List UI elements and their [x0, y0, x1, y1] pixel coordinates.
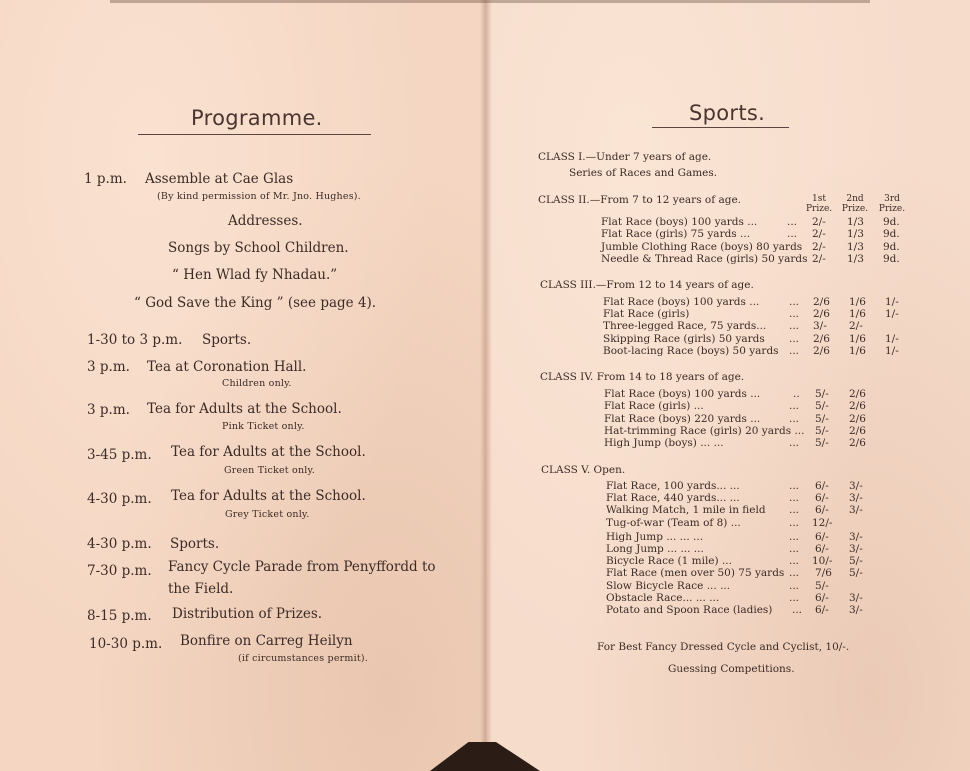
programme-time: 3 p.m. — [87, 402, 130, 418]
race-dots: ... — [789, 531, 800, 543]
first-prize: 6/- — [815, 592, 829, 604]
race-name: Needle & Thread Race (girls) 50 yards — [601, 253, 808, 265]
second-prize: 1/6 — [849, 333, 866, 345]
programme-time: 1-30 to 3 p.m. — [87, 332, 183, 348]
class-heading: CLASS IV. From 14 to 18 years of age. — [540, 371, 745, 383]
second-prize: 2/6 — [849, 437, 866, 449]
second-prize: 3/- — [849, 480, 863, 492]
class-heading: CLASS I.—Under 7 years of age. — [538, 151, 712, 163]
first-prize: 2/- — [812, 228, 826, 240]
race-name: Flat Race (girls) 75 yards ... — [601, 228, 751, 240]
programme-time: 3-45 p.m. — [87, 447, 152, 463]
second-prize: 1/6 — [849, 345, 866, 357]
race-dots: ... — [789, 504, 800, 516]
header-line: 2nd — [846, 194, 864, 204]
second-prize: 3/- — [849, 592, 863, 604]
race-name: Flat Race, 440 yards... ... — [606, 492, 740, 504]
first-prize: 5/- — [815, 580, 829, 592]
third-prize: 1/- — [885, 345, 899, 357]
race-dots: ... — [789, 555, 800, 567]
race-dots: ... — [789, 413, 800, 425]
programme-time: 1 p.m. — [84, 171, 127, 187]
programme-note: (By kind permission of Mr. Jno. Hughes). — [157, 191, 361, 202]
race-name: Jumble Clothing Race (boys) 80 yards — [601, 241, 803, 253]
second-prize: 1/6 — [849, 308, 866, 320]
race-dots: ... — [789, 345, 800, 357]
race-dots: ... — [787, 216, 798, 228]
third-prize: 9d. — [883, 216, 900, 228]
first-prize: 2/6 — [813, 345, 830, 357]
second-prize: 1/3 — [847, 241, 864, 253]
first-prize: 2/- — [812, 241, 826, 253]
second-prize: 3/- — [849, 543, 863, 555]
programme-event: Fancy Cycle Parade from Penyffordd to — [168, 559, 436, 575]
programme-time: 3 p.m. — [87, 359, 130, 375]
race-dots: ... — [789, 296, 800, 308]
second-prize-header — [840, 194, 870, 214]
programme-note: (if circumstances permit). — [238, 653, 368, 664]
race-name: Flat Race (girls) ... — [604, 400, 704, 412]
second-prize: 1/3 — [847, 216, 864, 228]
race-dots: ... — [789, 308, 800, 320]
third-prize-header — [876, 194, 908, 214]
race-name: Three-legged Race, 75 yards... — [603, 320, 767, 332]
header-line: 3rd — [884, 194, 900, 204]
programme-event: Assemble at Cae Glas — [145, 171, 294, 187]
second-prize: 2/6 — [849, 413, 866, 425]
header-line: Prize. — [806, 204, 833, 214]
race-dots: ... — [789, 480, 800, 492]
race-dots: .. — [793, 388, 800, 400]
programme-event: Tea for Adults at the School. — [171, 444, 366, 460]
guessing-competitions: Guessing Competitions. — [668, 663, 795, 675]
programme-note: Children only. — [222, 378, 292, 389]
race-name: Slow Bicycle Race ... ... — [606, 580, 731, 592]
second-prize: 1/3 — [847, 253, 864, 265]
race-dots: ... — [789, 400, 800, 412]
first-prize: 10/- — [812, 555, 833, 567]
programme-event: Songs by School Children. — [168, 240, 349, 256]
race-name: Flat Race (boys) 100 yards ... — [603, 296, 760, 308]
class-subheading: Series of Races and Games. — [569, 167, 718, 179]
programme-event: Addresses. — [228, 213, 303, 229]
race-dots: ... — [789, 543, 800, 555]
second-prize: 1/6 — [849, 296, 866, 308]
first-prize: 2/- — [812, 253, 826, 265]
race-name: High Jump (boys) ... ... — [604, 437, 724, 449]
second-prize: 2/6 — [849, 425, 866, 437]
programme-event: Tea for Adults at the School. — [147, 401, 342, 417]
race-dots: ... — [789, 437, 800, 449]
programme-event-continued: the Field. — [168, 581, 234, 597]
first-prize: 3/- — [813, 320, 827, 332]
race-dots: ... — [789, 320, 800, 332]
second-prize: 2/6 — [849, 400, 866, 412]
first-prize: 5/- — [815, 413, 829, 425]
third-prize: 1/- — [885, 296, 899, 308]
race-name: Flat Race (boys) 100 yards ... — [601, 216, 758, 228]
first-prize: 5/- — [815, 388, 829, 400]
first-prize: 5/- — [815, 425, 829, 437]
race-dots: ... — [787, 228, 798, 240]
programme-event: Sports. — [170, 536, 220, 552]
third-prize: 1/- — [885, 308, 899, 320]
race-name: Bicycle Race (1 mile) ... — [606, 555, 732, 567]
top-edge — [110, 0, 870, 3]
first-prize: 5/- — [815, 400, 829, 412]
second-prize: 3/- — [849, 604, 863, 616]
programme-note: Green Ticket only. — [224, 465, 316, 476]
second-prize: 2/- — [849, 320, 863, 332]
third-prize: 1/- — [885, 333, 899, 345]
race-dots: ... — [789, 567, 800, 579]
race-name: Skipping Race (girls) 50 yards — [603, 333, 765, 345]
race-name: Flat Race (girls) — [603, 308, 690, 320]
second-prize: 5/- — [849, 567, 863, 579]
second-prize: 3/- — [849, 504, 863, 516]
programme-time: 10-30 p.m. — [89, 636, 163, 652]
first-prize: 2/- — [812, 216, 826, 228]
second-prize: 3/- — [849, 531, 863, 543]
race-name: Potato and Spoon Race (ladies) — [606, 604, 773, 616]
race-dots: ... — [789, 517, 800, 529]
programme-event: Tea at Coronation Hall. — [147, 359, 307, 375]
programme-time: 8-15 p.m. — [87, 608, 152, 624]
class-heading: CLASS III.—From 12 to 14 years of age. — [540, 279, 754, 291]
first-prize: 5/- — [815, 437, 829, 449]
race-name: Obstacle Race... ... ... — [606, 592, 720, 604]
programme-time: 4-30 p.m. — [87, 491, 152, 507]
race-dots: ... — [792, 604, 803, 616]
first-prize: 6/- — [815, 504, 829, 516]
race-name: Hat-trimming Race (girls) 20 yards ... — [604, 425, 805, 437]
header-line: 1st — [812, 194, 826, 204]
programme-event: “ Hen Wlad fy Nhadau.” — [172, 267, 338, 283]
first-prize: 6/- — [815, 480, 829, 492]
sports-title-rule — [652, 127, 789, 128]
race-name: Tug-of-war (Team of 8) ... — [606, 517, 741, 529]
programme-event: Tea for Adults at the School. — [171, 488, 366, 504]
class-heading: CLASS II.—From 7 to 12 years of age. — [538, 194, 742, 206]
second-prize: 2/6 — [849, 388, 866, 400]
race-name: Flat Race, 100 yards... ... — [606, 480, 740, 492]
race-name: Boot-lacing Race (boys) 50 yards — [603, 345, 779, 357]
header-line: Prize. — [841, 204, 869, 214]
second-prize: 3/- — [849, 492, 863, 504]
programme-time: 7-30 p.m. — [87, 563, 152, 579]
programme-note: Pink Ticket only. — [222, 421, 305, 432]
third-prize: 9d. — [883, 228, 900, 240]
race-dots: ... — [789, 592, 800, 604]
programme-time: 4-30 p.m. — [87, 536, 152, 552]
first-prize: 2/6 — [813, 296, 830, 308]
first-prize: 6/- — [815, 604, 829, 616]
first-prize: 6/- — [815, 531, 829, 543]
fancy-dress-note: For Best Fancy Dressed Cycle and Cyclist, 10/-. — [597, 641, 850, 653]
race-name: Flat Race (boys) 220 yards ... — [604, 413, 761, 425]
first-prize: 2/6 — [813, 308, 830, 320]
first-prize: 6/- — [815, 492, 829, 504]
programme-note: Grey Ticket only. — [225, 509, 310, 520]
race-dots: ... — [789, 492, 800, 504]
first-prize: 6/- — [815, 543, 829, 555]
second-prize: 1/3 — [847, 228, 864, 240]
first-prize: 7/6 — [815, 567, 832, 579]
race-name: Flat Race (men over 50) 75 yards — [606, 567, 785, 579]
programme-event: Sports. — [202, 332, 252, 348]
page-fold — [480, 0, 492, 771]
third-prize: 9d. — [883, 253, 900, 265]
race-name: High Jump ... ... ... — [606, 531, 704, 543]
programme-event: “ God Save the King ” (see page 4). — [134, 295, 377, 311]
second-prize: 5/- — [849, 555, 863, 567]
programme-title: Programme. — [191, 106, 323, 130]
third-prize: 9d. — [883, 241, 900, 253]
first-prize: 12/- — [812, 517, 833, 529]
sports-title: Sports. — [689, 101, 766, 125]
race-name: Long Jump ... ... ... — [606, 543, 704, 555]
first-prize: 2/6 — [813, 333, 830, 345]
race-name: Flat Race (boys) 100 yards ... — [604, 388, 761, 400]
header-line: Prize. — [878, 204, 906, 214]
programme-event: Bonfire on Carreg Heilyn — [180, 633, 353, 649]
class-heading: CLASS V. Open. — [541, 464, 626, 476]
race-name: Walking Match, 1 mile in field — [606, 504, 766, 516]
race-dots: ... — [789, 580, 800, 592]
first-prize-header — [806, 194, 832, 214]
programme-title-rule — [138, 134, 371, 135]
programme-event: Distribution of Prizes. — [172, 606, 323, 622]
race-dots: ... — [789, 333, 800, 345]
